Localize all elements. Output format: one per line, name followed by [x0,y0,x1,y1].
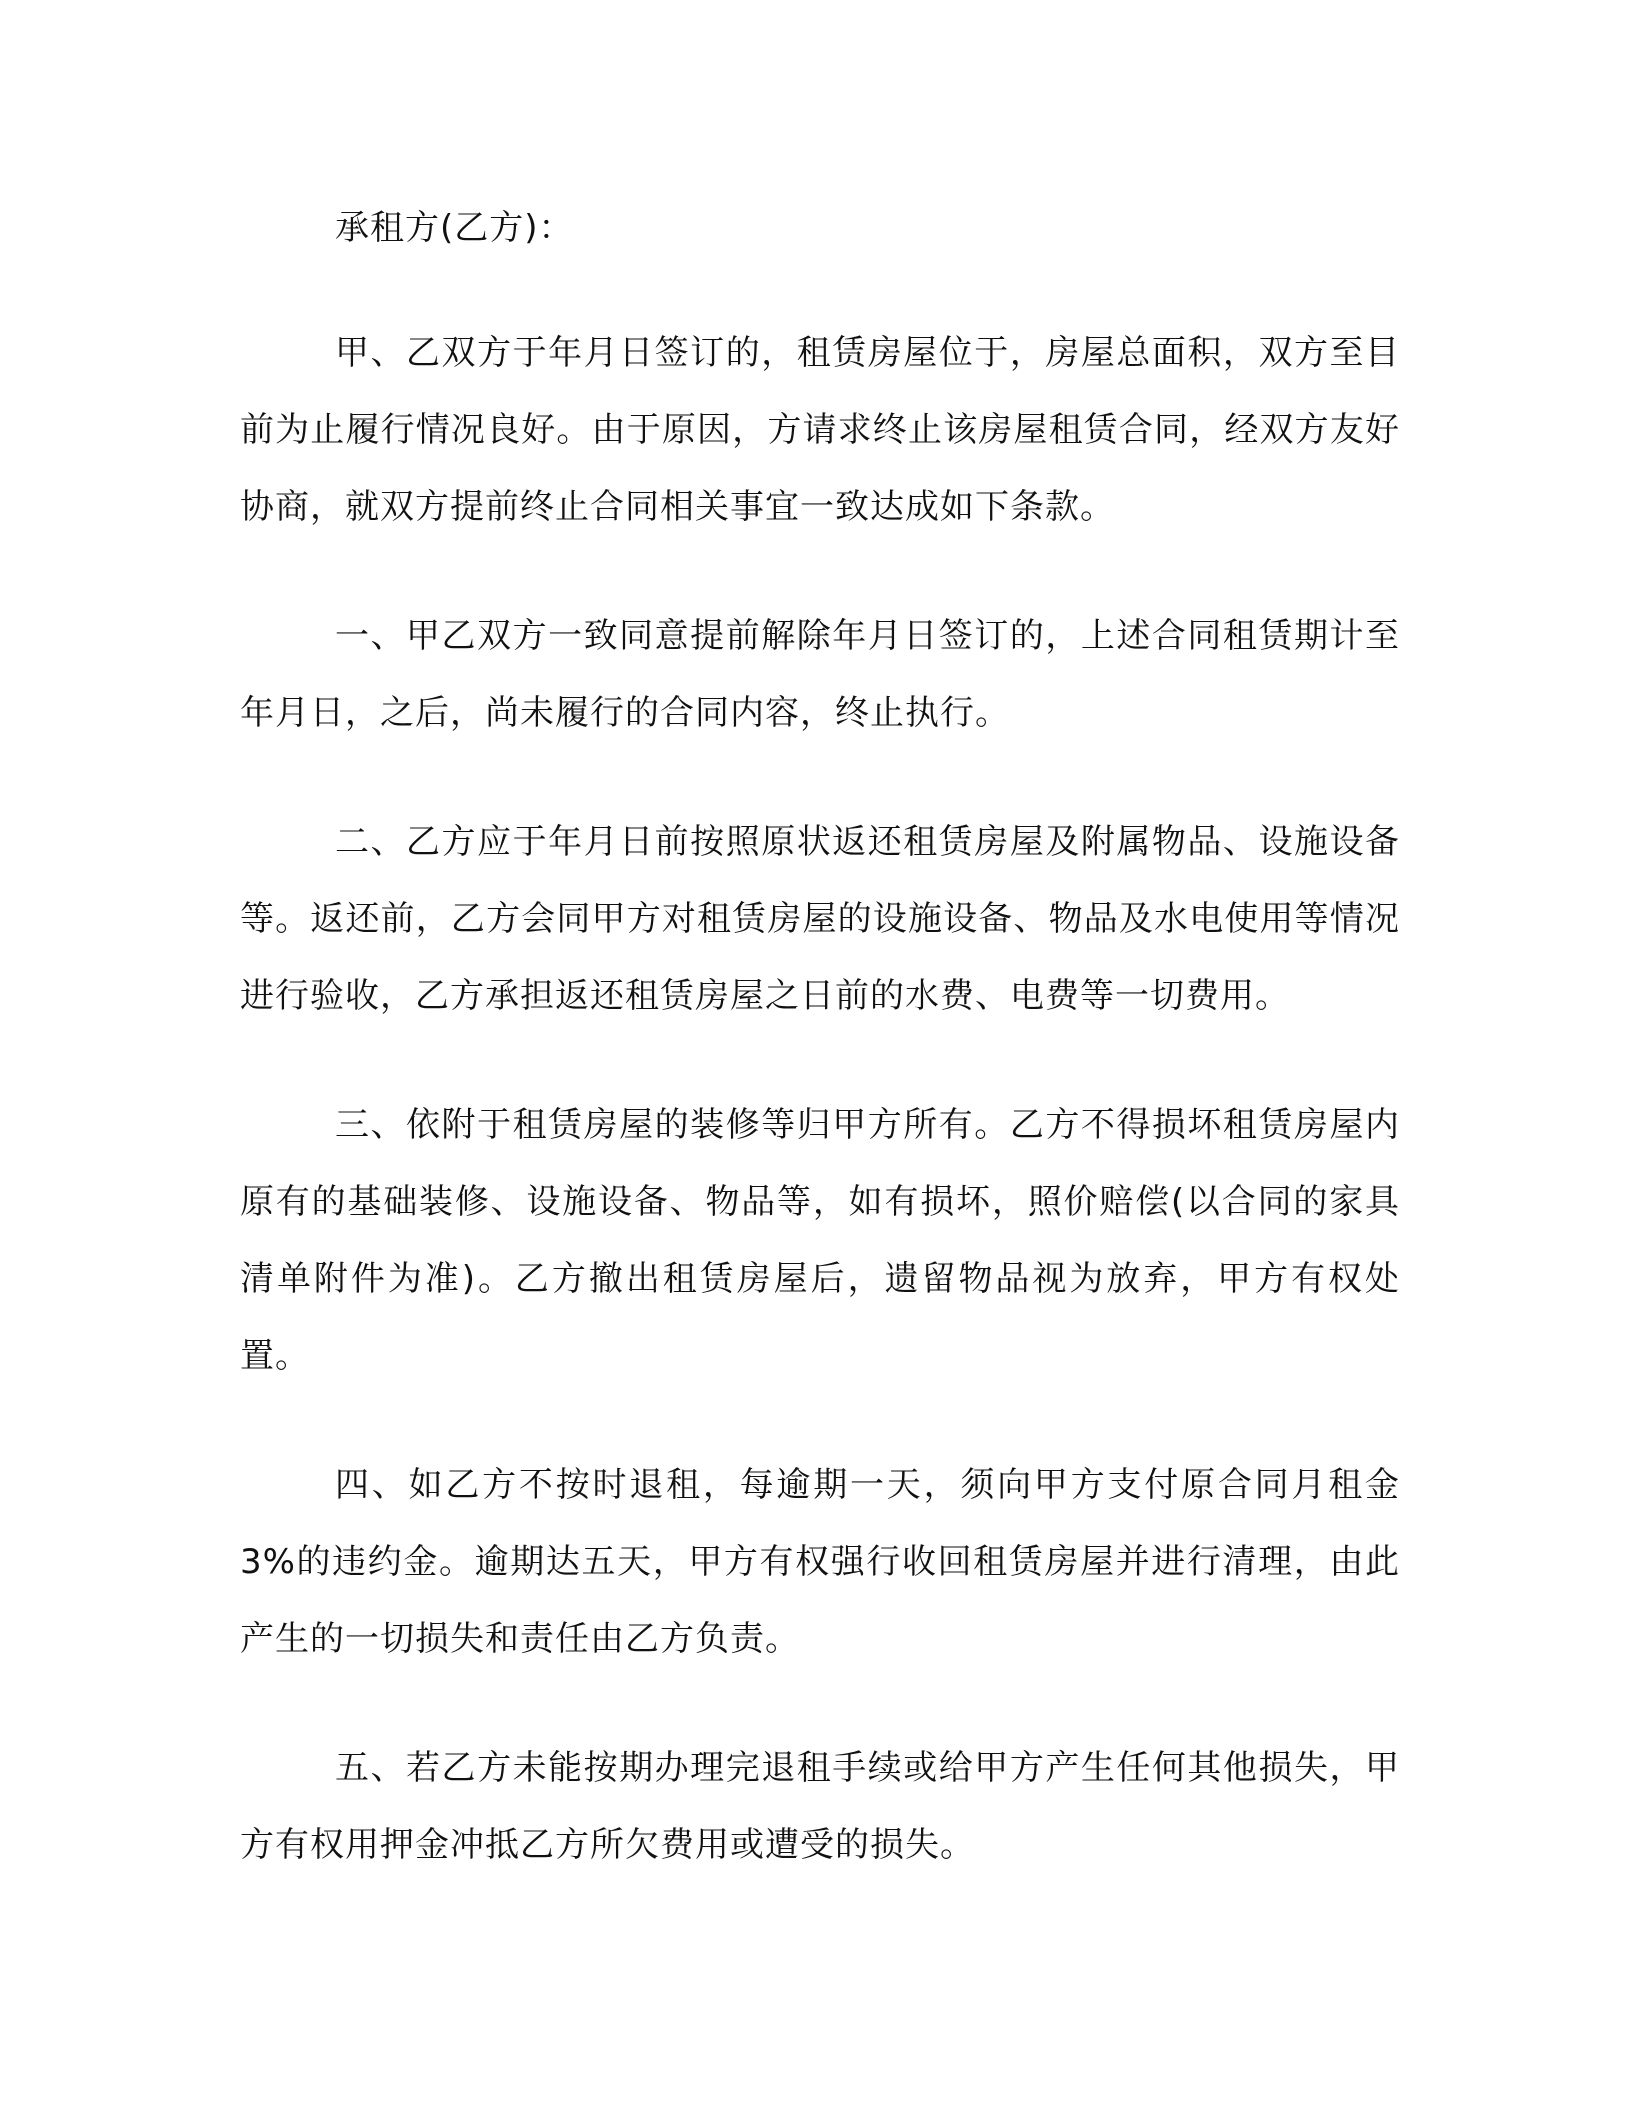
document-body [240,190,1400,1936]
preamble-paragraph: 甲、乙双方于年月日签订的，租赁房屋位于，房屋总面积，双方至目前为止履行情况良好。由于原因，方请求终止该房屋租赁合同，经双方友好协商，就双方提前终止合同相关事宜一致达成如下条款。 [240,333,1400,527]
clause-5-paragraph: 五、若乙方未能按期办理完退租手续或给甲方产生任何其他损失，甲方有权用押金冲抵乙方所欠费用或遭受的损失。 [240,1748,1400,1865]
clause-3-paragraph: 三、依附于租赁房屋的装修等归甲方所有。乙方不得损坏租赁房屋内原有的基础装修、设施设备、物品等，如有损坏，照价赔偿(以合同的家具清单附件为准)。乙方撤出租赁房屋后，遗留物品视为放弃，甲方有权处置。 [240,1105,1400,1376]
clause-2-paragraph: 二、乙方应于年月日前按照原状返还租赁房屋及附属物品、设施设备等。返还前，乙方会同甲方对租赁房屋的设施设备、物品及水电使用等情况进行验收，乙方承担返还租赁房屋之日前的水费、电费等一切费用。 [240,822,1400,1016]
tenant-party-line: 承租方(乙方)： [335,208,574,248]
clause-1-paragraph: 一、甲乙双方一致同意提前解除年月日签订的，上述合同租赁期计至年月日，之后，尚未履行的合同内容，终止执行。 [240,616,1400,733]
clause-4-paragraph: 四、如乙方不按时退租，每逾期一天，须向甲方支付原合同月租金 3%的违约金。逾期达五天，甲方有权强行收回租赁房屋并进行清理，由此产生的一切损失和责任由乙方负责。 [240,1465,1400,1659]
